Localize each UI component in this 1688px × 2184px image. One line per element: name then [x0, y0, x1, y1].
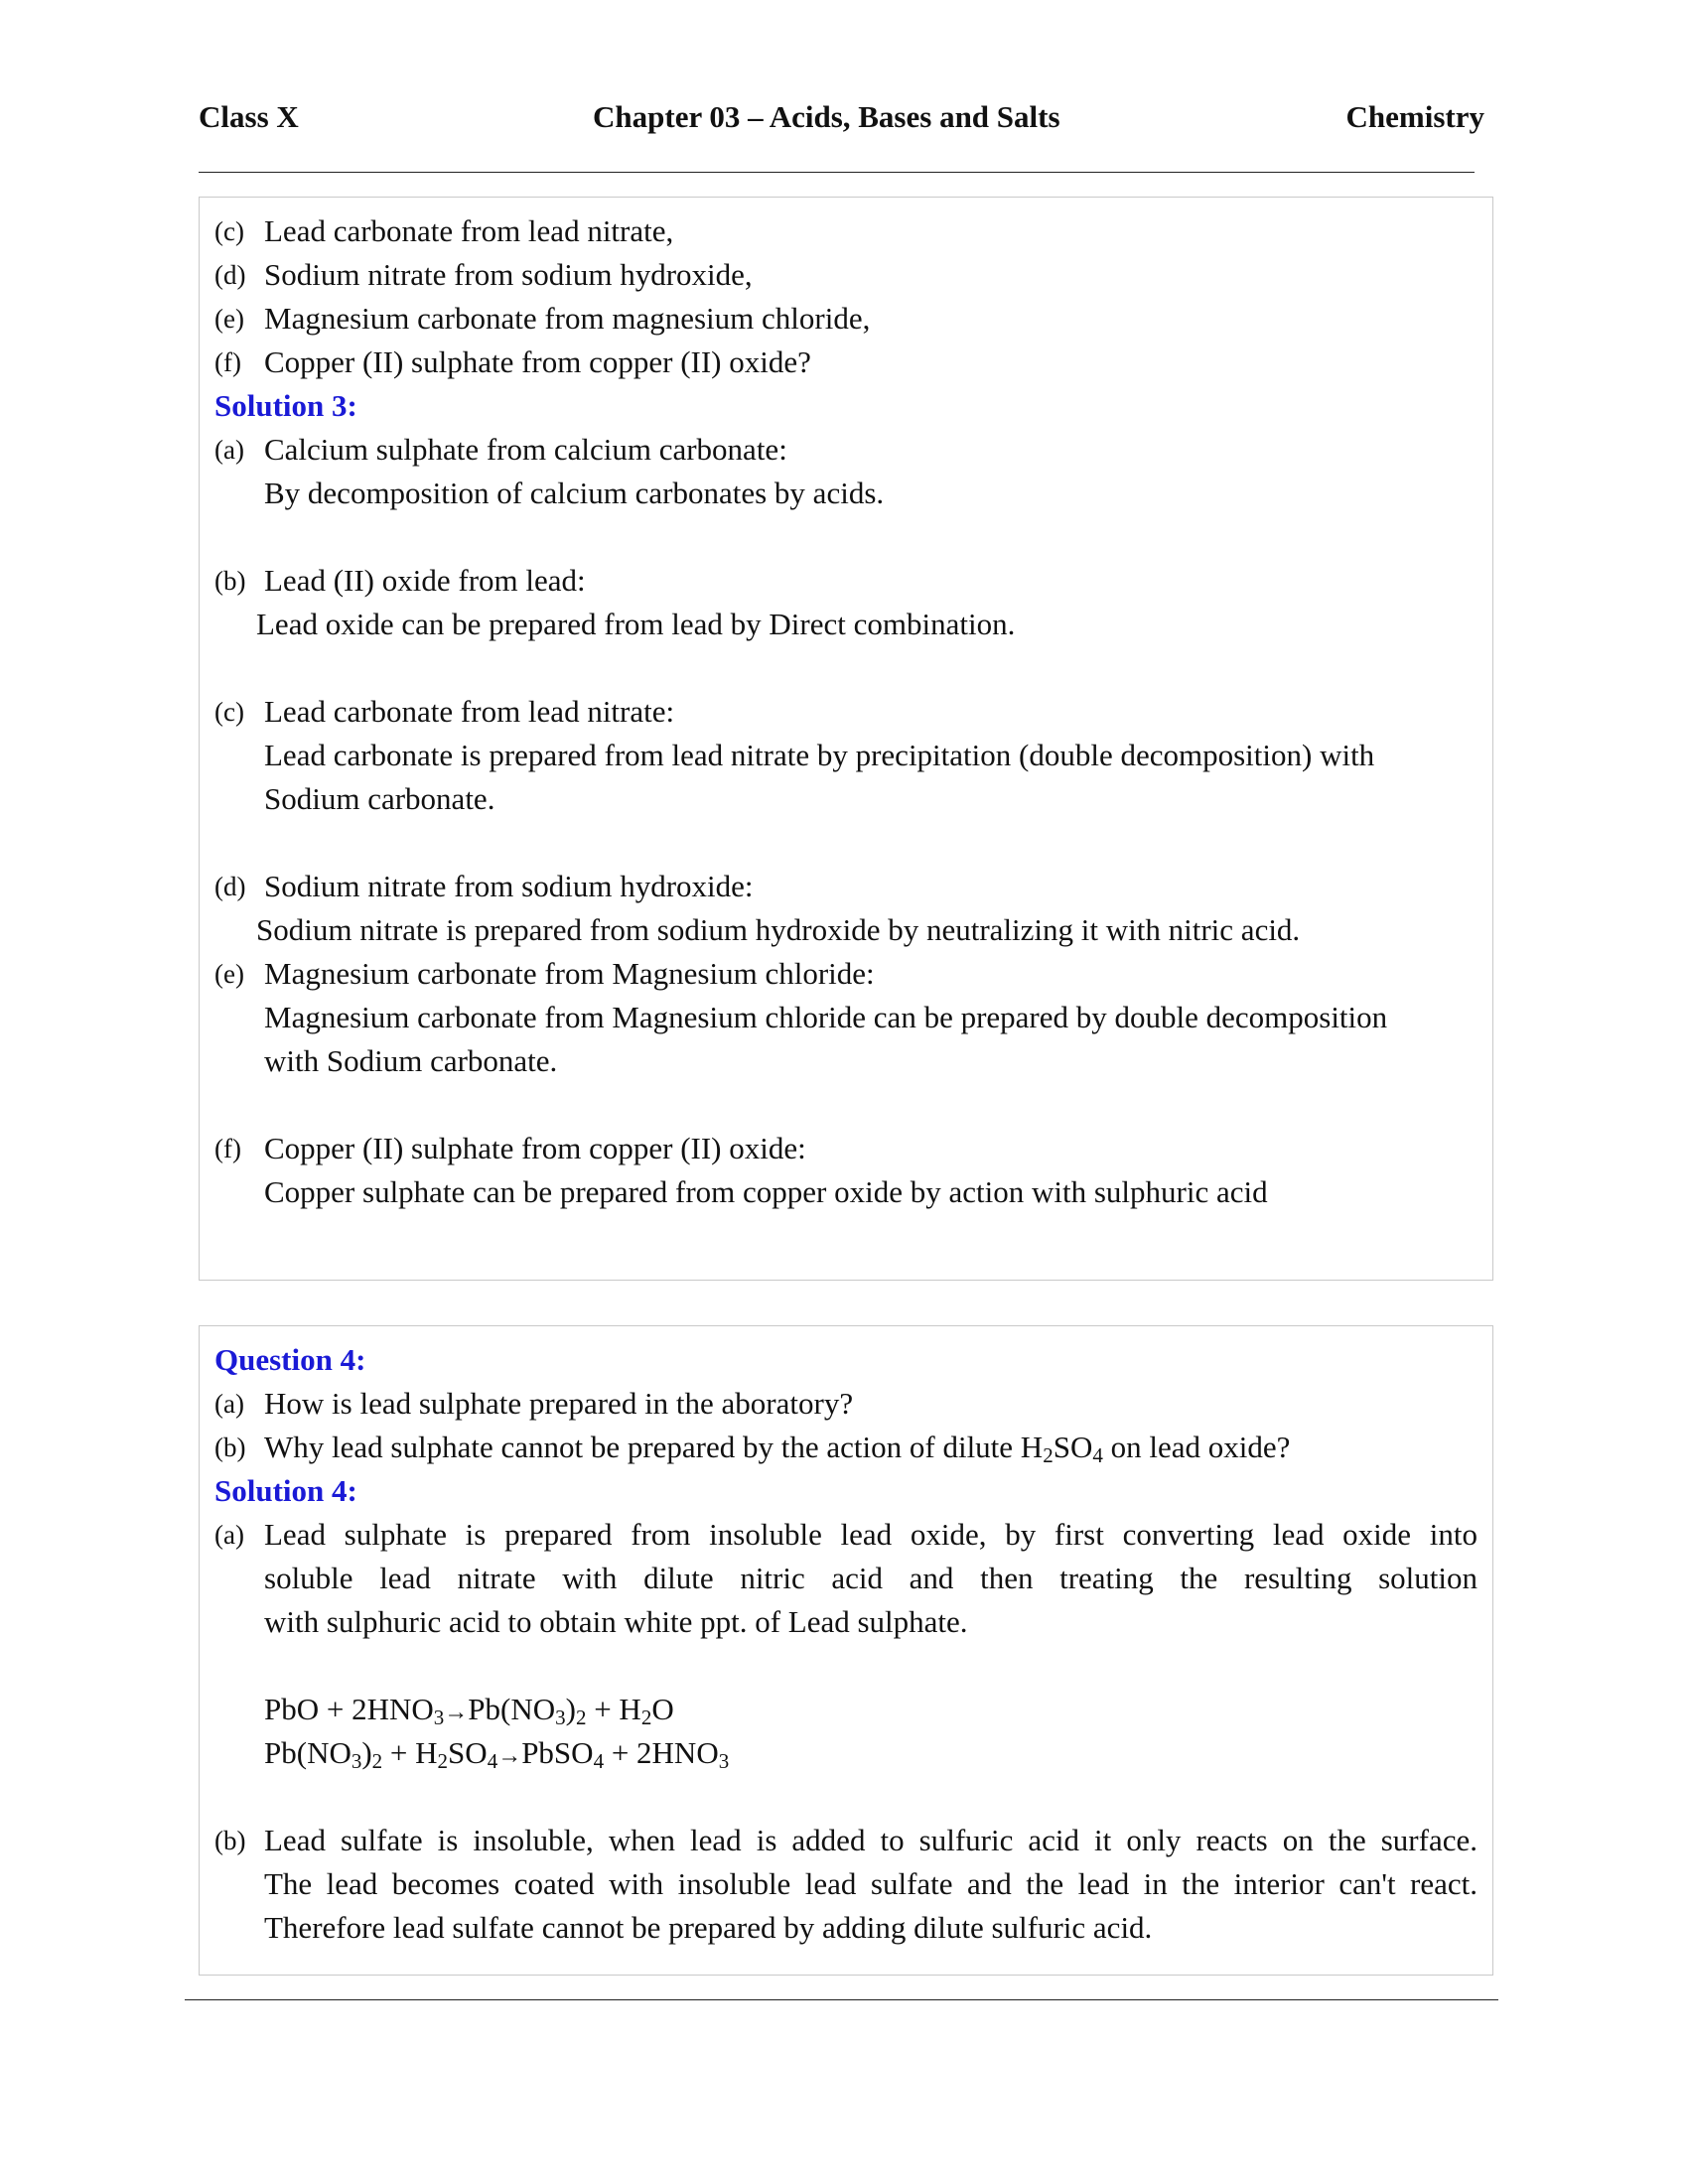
header-chapter: Chapter 03 – Acids, Bases and Salts	[593, 99, 1060, 134]
header-class: Class X	[199, 99, 299, 134]
solution-3-box: (c) Lead carbonate from lead nitrate, (d) Sodium nitrate from sodium hydroxide, (e) Magnesium carbonate from magnesium chloride, (f) Copper (II) sulphate from copper (II) oxide? Solution 3: (a) Calcium sulphate from calcium carbonate: By decomposition of calcium carbonates by acids. (b) Lead (II) oxide from lead: Lead oxide can be prepared from lead by Direct combination. (c) Lead carbonate from lead nitrate: Lead carbonate is prepared from lead nitrate by precipitation (double decomposition) with Sodium carbonate. (d) Sodium nitrate from sodium hydroxide: Sodium nitrate is prepared from sodium hydroxide by neutralizing it with nitric acid. (e) Magnesium carbonate from Magnesium chloride: Magnesium carbonate from Magnesium chloride can be prepared by double decomposition with Sodium carbonate. (f) Copper (II) sulphate from copper (II) oxide: Copper sulphate can be prepared from copper oxide by action with sulphuric acid	[199, 197, 1493, 1281]
question-4-box: Question 4: (a) How is lead sulphate prepared in the aboratory? (b) Why lead sulphate cannot be prepared by the action of dilute $H_2SO_4$ on lead oxide? Solution 4: (a) Lead sulphate is prepared from insoluble lead oxide, by first converting lead oxide into soluble lead nitrate with dilute nitric acid and then treating the resulting solution with sulphuric acid to obtain white ppt. of Lead sulphate. PbO + $2HNO_3\to Pb(NO_3)_2 + H_2O$ $Pb(NO_3)_2$ + $H_2SO_4\to PbSO_4 + 2HNO_3$ (b) Lead sulfate is insoluble, when lead is added to sulfuric acid it only reacts on the surface. The lead becomes coated with insoluble lead sulfate and the lead in the interior can't react. Therefore lead sulfate cannot be prepared by adding dilute sulfuric acid.	[199, 1325, 1493, 1976]
header-divider	[199, 172, 1475, 173]
header-subject: Chemistry	[1345, 99, 1484, 134]
footer-divider	[185, 1999, 1498, 2000]
page-header	[199, 99, 1484, 143]
